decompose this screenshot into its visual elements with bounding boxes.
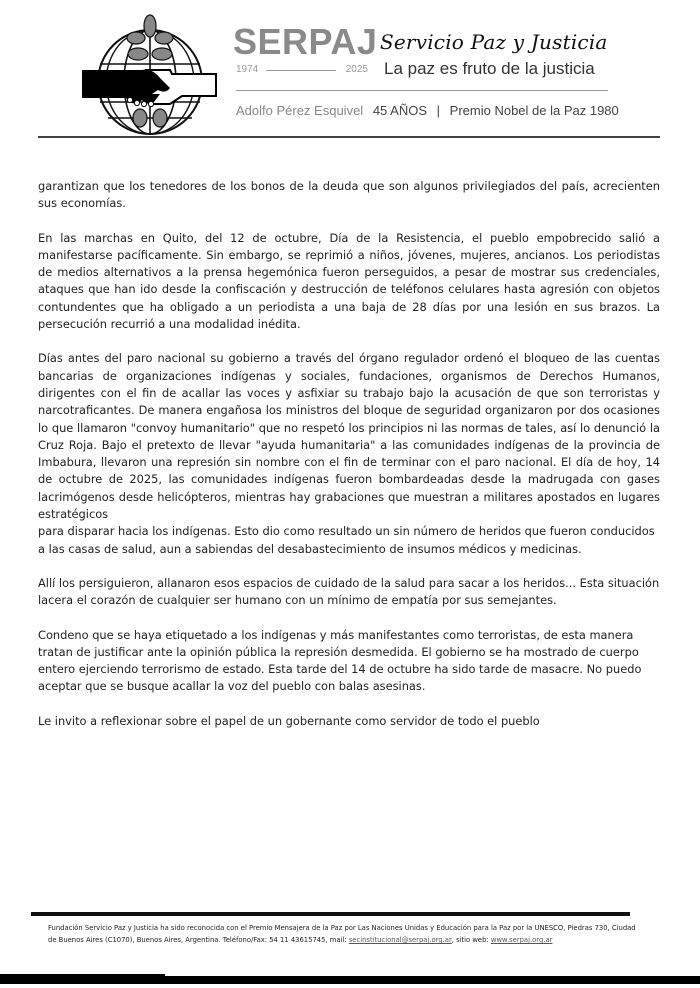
paragraph: Condeno que se haya etiquetado a los indígenas y más manifestantes como terroristas, de esta manera tratan de justificar ante la opinión pública la represión desmedida. El gobierno se ha mostrado de cuerpo entero ejerciendo terrorismo de estado. Esta tarde del 14 de octubre ha sido tarde de masacre. No puedo aceptar que se busque acallar la voz del pueblo con balas asesinas. — [38, 627, 642, 694]
year-range — [236, 64, 368, 78]
motto: La paz es fruto de la justicia — [384, 59, 595, 78]
globe-handshake-wheat-icon — [82, 8, 222, 136]
footer-text: Fundación Servicio Paz y Justicia ha sido reconocida con el Premio Mensajera de la Paz por Las Naciones Unidas y Educación para la Paz por la UNESCO, Piedras 730, Ciudad de Buenos Aires (C1070), Buenos Aires, Argentina. Teléfono/Fax: 54 11 43615745, mail: — [48, 924, 636, 944]
footer-email-link[interactable]: secinstitucional@serpaj.org.ar — [348, 936, 452, 944]
letterhead — [0, 0, 700, 140]
header-bottom-rule — [38, 136, 660, 138]
footer-text-2: , sitio web: — [451, 936, 491, 944]
paragraph: garantizan que los tenedores de los bonos de la deuda que son algunos privilegiados del país, acrecienten sus economías. — [38, 179, 660, 211]
paragraph: Le invito a reflexionar sobre el papel de un gobernante como servidor de todo el pueblo — [38, 713, 540, 728]
founder-name: Adolfo Pérez Esquivel — [236, 103, 364, 118]
footer — [48, 922, 638, 946]
paragraph: para disparar hacia los indígenas. Esto dio como resultado un sin número de heridos que fueron conducidos a las casas de salud, aun a sabiendas del desabastecimiento de insumos médicos y medicinas. — [38, 524, 655, 556]
brand-full-name: Servicio Paz y Justicia — [380, 30, 608, 54]
header-divider — [236, 90, 608, 91]
footer-website-link[interactable]: www.serpaj.org.ar — [490, 936, 553, 944]
brand-name: SERPAJ — [233, 21, 378, 62]
paragraph: En las marchas en Quito, del 12 de octubre, Día de la Resistencia, el pueblo empobrecido salió a manifestarse pacíficamente. Sin embargo, se reprimió a niños, jóvenes, mujeres, ancianos. Los periodistas de medios alternativos a la prensa hegemónica fueron perseguidos, a pesar de mostrar sus credenciales, ataques que han ido desde la confiscación y destrucción de teléfonos celulares hasta agresión con objetos contundentes que ha obligado a un periodista a una baja de 28 días por una lesión en sus brazos. La persecución recurrió a una modalidad inédita. — [38, 230, 660, 332]
letter-body — [38, 178, 660, 747]
separator: | — [436, 103, 441, 118]
year-start: 1974 — [236, 64, 259, 75]
year-end: 2025 — [345, 64, 368, 75]
anniversary: 45 AÑOS — [372, 103, 428, 118]
paragraph: Allí los persiguieron, allanaron esos espacios de cuidado de la salud para sacar a los heridos... Esta situación lacera el corazón de cualquier ser humano con un mínimo de empatía por sus semejantes. — [38, 575, 660, 608]
paragraph: Días antes del paro nacional su gobierno a través del órgano regulador ordenó el bloqueo de las cuentas bancarias de organizaciones indígenas y sociales, fundaciones, organismos de Derechos Humanos, dirigentes con el fin de acallar las voces y asfixiar su trabajo bajo la acusación de que son terroristas y narcotraficantes. De manera engañosa los ministros del bloque de seguridad organizaron por dos ocasiones lo que llamaron "convoy humanitario" que no respetó los principios ni las normas de tales, así lo denunció la Cruz Roja. Bajo el pretexto de llevar "ayuda humanitaria" a las comunidades indígenas de la provincia de Imbabura, llevaron una represión sin nombre con el fin de terminar con el paro nacional. El día de hoy, 14 de octubre de 2025, las comunidades indígenas fueron bombardeadas desde la madrugada con gases lacrimógenos desde helicópteros, mientras hay grabaciones que muestran a militares apostados en lugares estratégicos — [38, 351, 660, 522]
nobel-prize: Premio Nobel de la Paz 1980 — [449, 103, 619, 118]
founder-line — [236, 103, 619, 119]
bottom-bar — [0, 976, 700, 984]
footer-rule — [31, 912, 630, 916]
year-dash — [266, 70, 336, 71]
